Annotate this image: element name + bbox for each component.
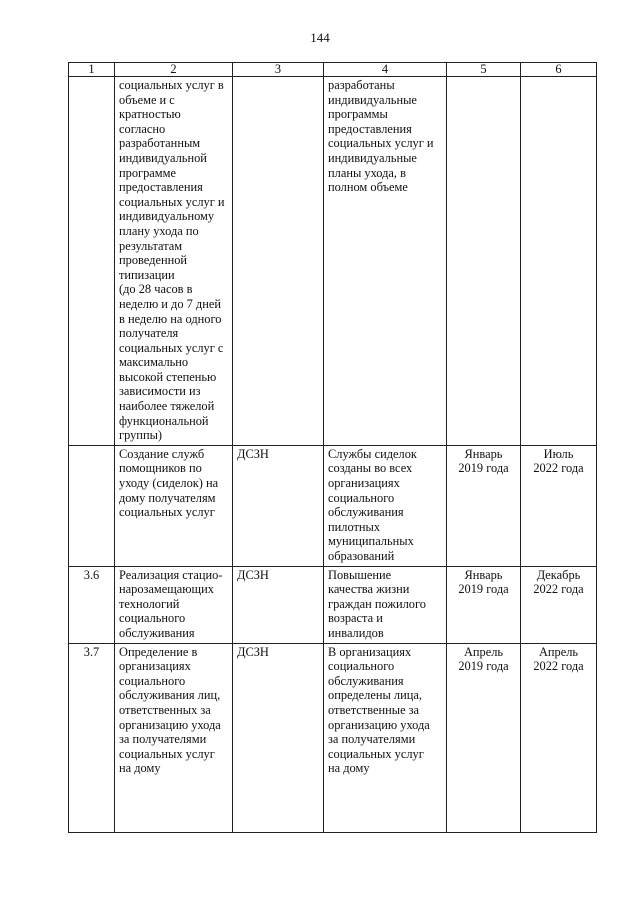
activity-cell: Реализация стацио- нарозамещающих технологий социального обслуживания xyxy=(115,566,233,643)
end-date-cell: Июль 2022 года xyxy=(521,445,597,566)
header-cell: 6 xyxy=(521,63,597,77)
page-number: 144 xyxy=(310,30,330,45)
start-date-cell: Январь 2019 года xyxy=(447,445,521,566)
table-row xyxy=(69,445,597,566)
row-number-cell: 3.6 xyxy=(69,566,115,643)
measures-table xyxy=(68,62,597,833)
result-cell: В организациях социального обслуживания определены лица, ответственные за организацию ухода за получателями социальных услуг на дому xyxy=(324,643,447,832)
activity-cell: Создание служб помощников по уходу (сиделок) на дому получателям социальных услуг xyxy=(115,445,233,566)
result-cell: Повышение качества жизни граждан пожилого возраста и инвалидов xyxy=(324,566,447,643)
end-date-cell xyxy=(521,77,597,446)
executor-cell: ДСЗН xyxy=(233,566,324,643)
row-number-cell: 3.7 xyxy=(69,643,115,832)
header-cell: 4 xyxy=(324,63,447,77)
row-number-cell xyxy=(69,445,115,566)
header-cell: 3 xyxy=(233,63,324,77)
start-date-cell: Январь 2019 года xyxy=(447,566,521,643)
row-number-cell xyxy=(69,77,115,446)
executor-cell: ДСЗН xyxy=(233,643,324,832)
end-date-cell: Декабрь 2022 года xyxy=(521,566,597,643)
activity-cell: социальных услуг в объеме и с кратностью согласно разработанным индивидуальной программе предоставления социальных услуг и индивидуальному плану ухода по результатам проведенной типизации (до 28 часов в неделю и до 7 дней в неделю на одного получателя социальных услуг с максимально высокой степенью зависимости из наиболее тяжелой функциональной группы) xyxy=(115,77,233,446)
activity-cell: Определение в организациях социального обслуживания лиц, ответственных за организацию ухода за получателями социальных услуг на дому xyxy=(115,643,233,832)
end-date-cell: Апрель 2022 года xyxy=(521,643,597,832)
table-header-row xyxy=(69,63,597,77)
result-cell: разработаны индивидуальные программы предоставления социальных услуг и индивидуальные планы ухода, в полном объеме xyxy=(324,77,447,446)
start-date-cell: Апрель 2019 года xyxy=(447,643,521,832)
table-row xyxy=(69,643,597,832)
header-cell: 2 xyxy=(115,63,233,77)
executor-cell: ДСЗН xyxy=(233,445,324,566)
result-cell: Службы сиделок созданы во всех организациях социального обслуживания пилотных муниципальных образований xyxy=(324,445,447,566)
table-row xyxy=(69,566,597,643)
header-cell: 5 xyxy=(447,63,521,77)
header-cell: 1 xyxy=(69,63,115,77)
table-row xyxy=(69,77,597,446)
executor-cell xyxy=(233,77,324,446)
start-date-cell xyxy=(447,77,521,446)
